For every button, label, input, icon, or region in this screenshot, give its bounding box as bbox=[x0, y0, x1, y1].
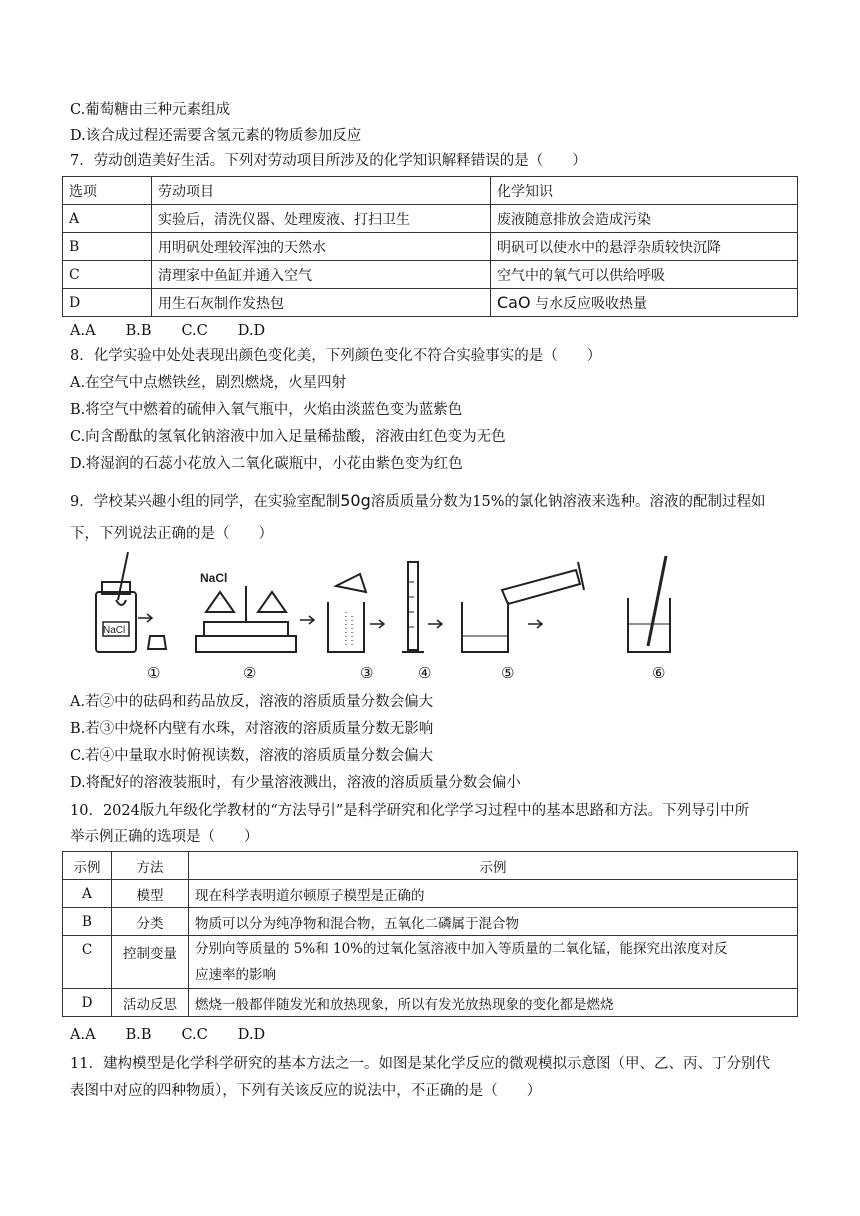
row-method: 控制变量 bbox=[112, 936, 189, 989]
row-project: 清理家中鱼缸并通入空气 bbox=[152, 261, 491, 289]
balance-label: NaCl bbox=[200, 571, 228, 585]
q10-options bbox=[70, 1025, 295, 1045]
reagent-bottle-icon bbox=[96, 552, 136, 652]
header-cell: 化学知识 bbox=[491, 177, 798, 205]
example-line2: 应速率的影响 bbox=[195, 967, 276, 983]
question-7: 7．劳动创造美好生活。下列对劳动项目所涉及的化学知识解释错误的是（ ） bbox=[70, 153, 587, 169]
option-c[interactable]: C.C bbox=[181, 1027, 208, 1043]
question-10-line1: 10．2024版九年级化学教材的“方法导引”是科学研究和化学学习过程中的基本思路和方法。下列导引中所 bbox=[70, 803, 750, 819]
row-example: 物质可以分为纯净物和混合物，五氧化二磷属于混合物 bbox=[189, 908, 798, 936]
option-a[interactable]: A.A bbox=[70, 1027, 96, 1043]
table-q10 bbox=[62, 851, 798, 1017]
table-row bbox=[63, 205, 798, 233]
row-project: 用明矾处理较浑浊的天然水 bbox=[152, 233, 491, 261]
q8-option-b: B.将空气中燃着的硫伸入氧气瓶中，火焰由淡蓝色变为蓝紫色 bbox=[70, 402, 463, 418]
row-option: A bbox=[63, 205, 152, 233]
option-d[interactable]: D.D bbox=[237, 1027, 266, 1043]
row-project: 实验后，清洗仪器、处理废液、打扫卫生 bbox=[152, 205, 491, 233]
table-row bbox=[63, 936, 798, 989]
weight-icon bbox=[148, 636, 166, 649]
row-example: 现在科学表明道尔顿原子模型是正确的 bbox=[189, 880, 798, 908]
step-label-1: ① bbox=[147, 664, 161, 682]
header-cell: 选项 bbox=[63, 177, 152, 205]
arrow-icons bbox=[138, 614, 542, 628]
row-option: B bbox=[63, 233, 152, 261]
table-row bbox=[63, 261, 798, 289]
balance-icon bbox=[196, 586, 296, 652]
header-cell: 劳动项目 bbox=[152, 177, 491, 205]
question-9-line2: 下，下列说法正确的是（ ） bbox=[70, 526, 273, 542]
row-option: D bbox=[63, 289, 152, 317]
header-cell: 示例 bbox=[63, 852, 112, 880]
solution-preparation-figure bbox=[88, 552, 728, 662]
row-project: 用生石灰制作发热包 bbox=[152, 289, 491, 317]
example-line1: 分别向等质量的 5%和 10%的过氧化氢溶液中加入等质量的二氧化锰，能探究出浓度对反 bbox=[195, 941, 728, 957]
q6-option-d: D.该合成过程还需要含氢元素的物质参加反应 bbox=[70, 128, 362, 144]
q9-option-c: C.若④中量取水时俯视读数，溶液的溶质质量分数会偏大 bbox=[70, 748, 434, 764]
row-method: 分类 bbox=[112, 908, 189, 936]
step-label-5: ⑤ bbox=[501, 664, 515, 682]
step-label-4: ④ bbox=[418, 664, 432, 682]
step-label-6: ⑥ bbox=[652, 664, 666, 682]
q9-text-c: 溶质质量分数为15%的氯化钠溶液来选种。溶液的配制过程如 bbox=[370, 494, 766, 510]
table-row bbox=[63, 233, 798, 261]
header-cell: 方法 bbox=[112, 852, 189, 880]
knowledge-text: 与水反应吸收热量 bbox=[535, 295, 648, 312]
question-8: 8．化学实验中处处表现出颜色变化美，下列颜色变化不符合实验事实的是（ ） bbox=[70, 348, 602, 364]
row-method: 模型 bbox=[112, 880, 189, 908]
table-row bbox=[63, 989, 798, 1017]
q8-option-a: A.在空气中点燃铁丝，剧烈燃烧，火星四射 bbox=[70, 375, 347, 391]
question-11-line2: 表图中对应的四种物质），下列有关该反应的说法中，不正确的是（ ） bbox=[70, 1083, 542, 1099]
q8-option-d: D.将湿润的石蕊小花放入二氧化碳瓶中，小花由紫色变为红色 bbox=[70, 456, 463, 472]
row-option: C bbox=[63, 261, 152, 289]
header-cell: 示例 bbox=[189, 852, 798, 880]
row-example bbox=[189, 936, 798, 989]
step-label-3: ③ bbox=[360, 664, 374, 682]
q8-option-c: C.向含酚酞的氢氧化钠溶液中加入足量稀盐酸，溶液由红色变为无色 bbox=[70, 429, 506, 445]
table-header-row bbox=[63, 852, 798, 880]
row-knowledge bbox=[491, 289, 798, 317]
row-option: B bbox=[63, 908, 112, 936]
option-c[interactable]: C.C bbox=[181, 323, 208, 339]
table-header-row bbox=[63, 177, 798, 205]
row-knowledge: 空气中的氧气可以供给呼吸 bbox=[491, 261, 798, 289]
row-option: A bbox=[63, 880, 112, 908]
row-knowledge: 废液随意排放会造成污染 bbox=[491, 205, 798, 233]
table-row bbox=[63, 880, 798, 908]
q9-option-b: B.若③中烧杯内壁有水珠，对溶液的溶质质量分数无影响 bbox=[70, 721, 434, 737]
q9-option-a: A.若②中的砝码和药品放反，溶液的溶质质量分数会偏大 bbox=[70, 694, 434, 710]
table-row bbox=[63, 908, 798, 936]
table-q7 bbox=[62, 176, 798, 317]
option-a[interactable]: A.A bbox=[70, 323, 96, 339]
q9-option-d: D.将配好的溶液装瓶时，有少量溶液溅出，溶液的溶质质量分数会偏小 bbox=[70, 775, 521, 791]
question-9-line1 bbox=[70, 491, 765, 512]
graduated-cylinder-icon bbox=[402, 562, 424, 652]
row-option: C bbox=[63, 936, 112, 989]
option-b[interactable]: B.B bbox=[125, 323, 152, 339]
beaker-funnel-icon bbox=[328, 574, 366, 652]
row-knowledge: 明矾可以使水中的悬浮杂质较快沉降 bbox=[491, 233, 798, 261]
bottle-label: NaCl bbox=[103, 625, 126, 636]
option-d[interactable]: D.D bbox=[237, 323, 266, 339]
row-example: 燃烧一般都伴随发光和放热现象，所以有发光放热现象的变化都是燃烧 bbox=[189, 989, 798, 1017]
question-10-line2: 举示例正确的选项是（ ） bbox=[70, 829, 259, 845]
row-method: 活动反思 bbox=[112, 989, 189, 1017]
pouring-icon bbox=[462, 562, 584, 652]
q6-option-c: C.葡萄糖由三种元素组成 bbox=[70, 102, 231, 118]
option-b[interactable]: B.B bbox=[125, 1027, 152, 1043]
q9-text-a: 9．学校某兴趣小组的同学，在实验室配制 bbox=[70, 494, 341, 510]
row-option: D bbox=[63, 989, 112, 1017]
beaker-rod-icon bbox=[628, 556, 670, 652]
table-row bbox=[63, 289, 798, 317]
q7-options bbox=[70, 321, 295, 341]
step-label-2: ② bbox=[243, 664, 257, 682]
q9-mass: 50g bbox=[340, 491, 371, 510]
question-11-line1: 11．建构模型是化学科学研究的基本方法之一。如图是某化学反应的微观模拟示意图（甲、乙、丙、丁分别代 bbox=[70, 1056, 770, 1072]
formula-cao: CaO bbox=[497, 292, 531, 312]
